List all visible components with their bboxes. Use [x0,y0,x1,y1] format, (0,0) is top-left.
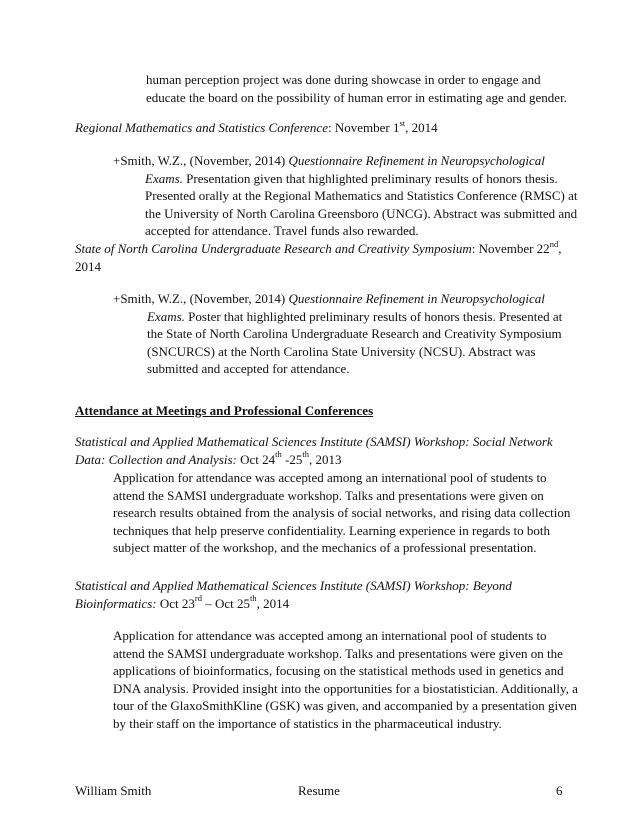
workshop-date-end: – Oct 25 [201,595,251,611]
conference-name: Regional Mathematics and Statistics Conference [75,120,328,135]
citation-title-cont: Exams. [145,170,183,186]
date-ordinal: th [302,449,310,460]
text-line: educate the board on the possibility of human error in estimating age and gender. [146,89,567,105]
workshop-date-end: -25 [281,451,303,467]
workshop-heading-social-network [75,433,553,468]
workshop-heading-bioinformatics [75,577,512,612]
text-line: submitted and accepted for attendance. [147,361,350,376]
text-line: attend the SAMSI undergraduate workshop. Talks and presentations were given on [113,487,544,503]
text-line: human perception project was done during showcase in order to engage and [146,72,541,87]
text-line: Application for attendance was accepted among an international pool of students to [113,628,547,643]
text-line: (SNCURCS) at the North Carolina State University (NCSU). Abstract was [147,343,536,359]
conference-heading-rmsc [75,119,438,137]
citation-title: Questionnaire Refinement in Neuropsychological [288,153,545,168]
workshop-date-start: Oct 23 [156,595,195,611]
footer-doc-label: Resume [298,783,340,798]
citation-author: +Smith, W.Z., (November, 2014) [113,291,289,306]
date-ordinal: nd [549,238,559,249]
text-line: accepted for attendance. Travel funds also rewarded. [145,223,419,238]
text-line: the State of North Carolina Undergraduate Research and Creativity Symposium [147,326,562,341]
text-line: the University of North Carolina Greensboro (UNCG). Abstract was submitted and [145,205,578,221]
text-line: research results obtained from the analysis of social networks, and rising data collection [113,505,571,520]
conference-name: State of North Carolina Undergraduate Research and Creativity Symposium [75,241,472,256]
workshop-year: , 2014 [256,595,290,611]
workshop-date-start: Oct 24 [236,451,276,467]
text-line: subject matter of the workshop, and the mechanics of a professional presentation. [113,540,537,555]
workshop-title: Statistical and Applied Mathematical Sciences Institute (SAMSI) Workshop: Beyond [75,578,512,593]
presentation-entry-sncurcs [113,290,562,378]
conference-year: 2014 [75,258,101,274]
footer-author: William Smith [75,783,152,798]
citation-title-cont: Exams. [147,308,185,324]
citation-title: Questionnaire Refinement in Neuropsychological [288,291,545,306]
date-comma: , [558,241,562,256]
footer-page-number: 6 [556,783,563,798]
text-line: Presented orally at the Regional Mathematics and Statistics Conference (RMSC) at [145,188,578,203]
workshop-description-bioinformatics [113,627,578,732]
text-line: Presentation given that highlighted preliminary results of honors thesis. [182,170,558,186]
text-line: tour of the GlaxoSmithKline (GSK) was given, and accompanied by a presentation given [113,698,577,713]
workshop-year: , 2013 [309,451,342,467]
workshop-description-social-network [113,469,570,557]
conference-date: : November 22 [471,241,550,256]
text-line: applications of bioinformatics, focusing on the statistical methods used in genetics and [113,663,564,678]
section-heading-attendance [75,402,373,420]
conference-year: , 2014 [405,120,438,135]
workshop-title-cont: Bioinformatics: [75,595,157,611]
text-line: techniques that help preserve confidentiality. Learning experience in regards to both [113,522,551,538]
workshop-title: Statistical and Applied Mathematical Sciences Institute (SAMSI) Workshop: Social Network [75,434,553,449]
date-ordinal: th [275,449,282,460]
section-title: Attendance at Meetings and Professional Conferences [75,403,374,418]
presentation-entry-rmsc [113,152,578,240]
text-line: attend the SAMSI undergraduate workshop. Talks and presentations were given on the [113,645,563,661]
intro-paragraph [146,71,567,106]
workshop-title-cont: Data: Collection and Analysis: [75,451,237,467]
conference-date: : November 1 [327,120,400,135]
date-ordinal: st [399,117,406,128]
conference-heading-sncurcs [75,240,561,275]
text-line: Poster that highlighted preliminary results of honors thesis. Presented at [184,308,563,324]
text-line: by their staff on the importance of statistics in the pharmaceutical industry. [113,715,502,731]
text-line: DNA analysis. Provided insight into the opportunities for a biostatistician. Additionally, a [113,680,578,696]
date-ordinal: rd [194,593,202,604]
text-line: Application for attendance was accepted among an international pool of students to [113,470,547,485]
date-ordinal: th [250,593,257,604]
citation-author: +Smith, W.Z., (November, 2014) [113,153,289,168]
